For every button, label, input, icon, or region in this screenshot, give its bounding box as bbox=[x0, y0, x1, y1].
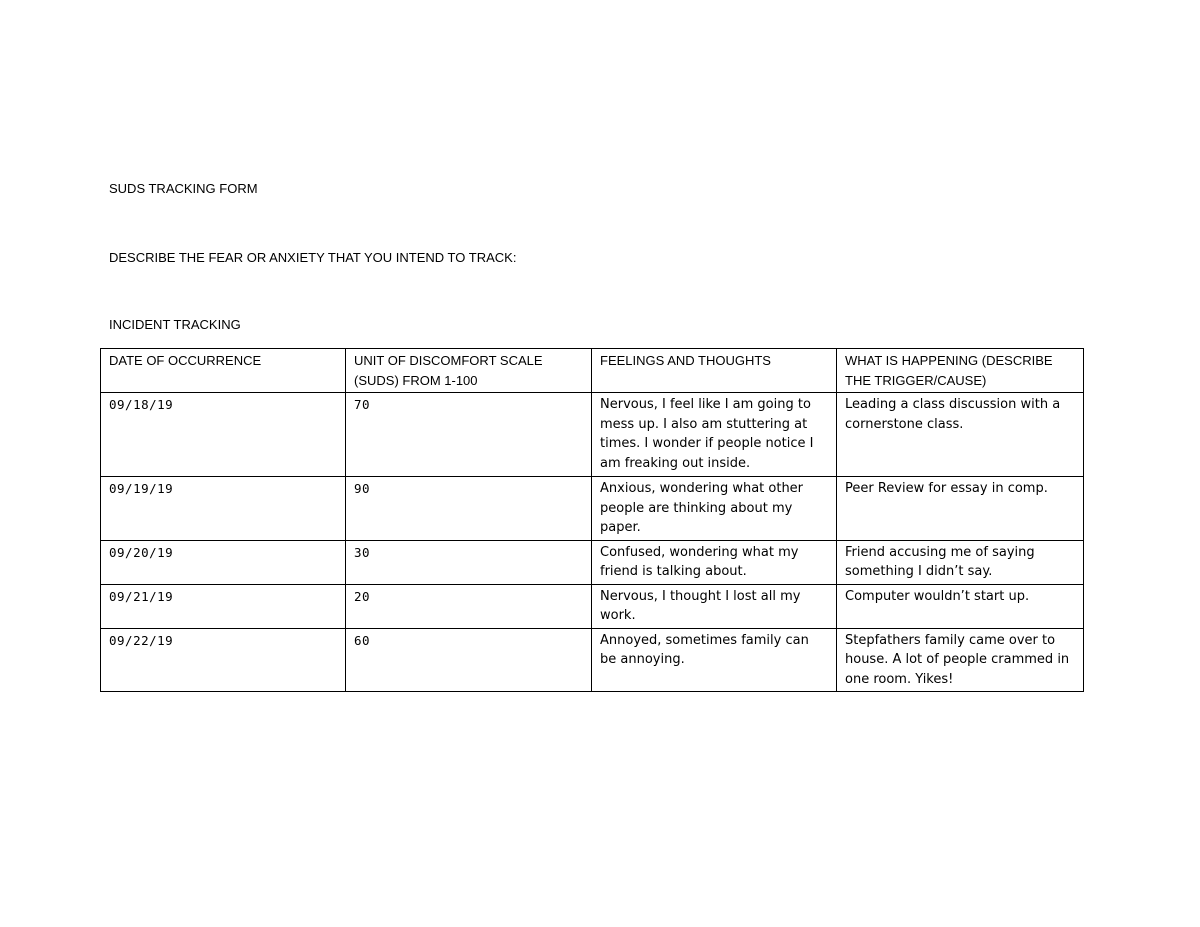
cell-feelings: Nervous, I feel like I am going to mess up. I also am stuttering at times. I wonder if people notice I am freaking out inside. bbox=[592, 393, 837, 477]
cell-trigger: Peer Review for essay in comp. bbox=[837, 477, 1084, 541]
cell-date: 09/20/19 bbox=[101, 540, 346, 584]
cell-date: 09/22/19 bbox=[101, 628, 346, 692]
cell-suds: 60 bbox=[346, 628, 592, 692]
table-row bbox=[101, 393, 1084, 477]
header-trigger: WHAT IS HAPPENING (DESCRIBE THE TRIGGER/CAUSE) bbox=[837, 349, 1084, 393]
table-header-row bbox=[101, 349, 1084, 393]
cell-trigger: Computer wouldn’t start up. bbox=[837, 584, 1084, 628]
cell-date: 09/21/19 bbox=[101, 584, 346, 628]
incident-tracking-heading: INCIDENT TRACKING bbox=[109, 317, 241, 332]
header-suds: UNIT OF DISCOMFORT SCALE (SUDS) FROM 1-100 bbox=[346, 349, 592, 393]
cell-feelings: Nervous, I thought I lost all my work. bbox=[592, 584, 837, 628]
table-row bbox=[101, 628, 1084, 692]
fear-description-prompt: DESCRIBE THE FEAR OR ANXIETY THAT YOU INTEND TO TRACK: bbox=[109, 250, 517, 265]
header-date: DATE OF OCCURRENCE bbox=[101, 349, 346, 393]
table-row bbox=[101, 584, 1084, 628]
cell-date: 09/18/19 bbox=[101, 393, 346, 477]
cell-trigger: Friend accusing me of saying something I didn’t say. bbox=[837, 540, 1084, 584]
cell-suds: 30 bbox=[346, 540, 592, 584]
cell-trigger: Stepfathers family came over to house. A lot of people crammed in one room. Yikes! bbox=[837, 628, 1084, 692]
form-title: SUDS TRACKING FORM bbox=[109, 181, 258, 196]
table-row bbox=[101, 540, 1084, 584]
cell-trigger: Leading a class discussion with a cornerstone class. bbox=[837, 393, 1084, 477]
incident-tracking-table bbox=[100, 348, 1084, 692]
cell-suds: 90 bbox=[346, 477, 592, 541]
cell-date: 09/19/19 bbox=[101, 477, 346, 541]
table-row bbox=[101, 477, 1084, 541]
cell-suds: 20 bbox=[346, 584, 592, 628]
header-feelings: FEELINGS AND THOUGHTS bbox=[592, 349, 837, 393]
cell-feelings: Confused, wondering what my friend is talking about. bbox=[592, 540, 837, 584]
cell-feelings: Anxious, wondering what other people are thinking about my paper. bbox=[592, 477, 837, 541]
cell-suds: 70 bbox=[346, 393, 592, 477]
cell-feelings: Annoyed, sometimes family can be annoying. bbox=[592, 628, 837, 692]
